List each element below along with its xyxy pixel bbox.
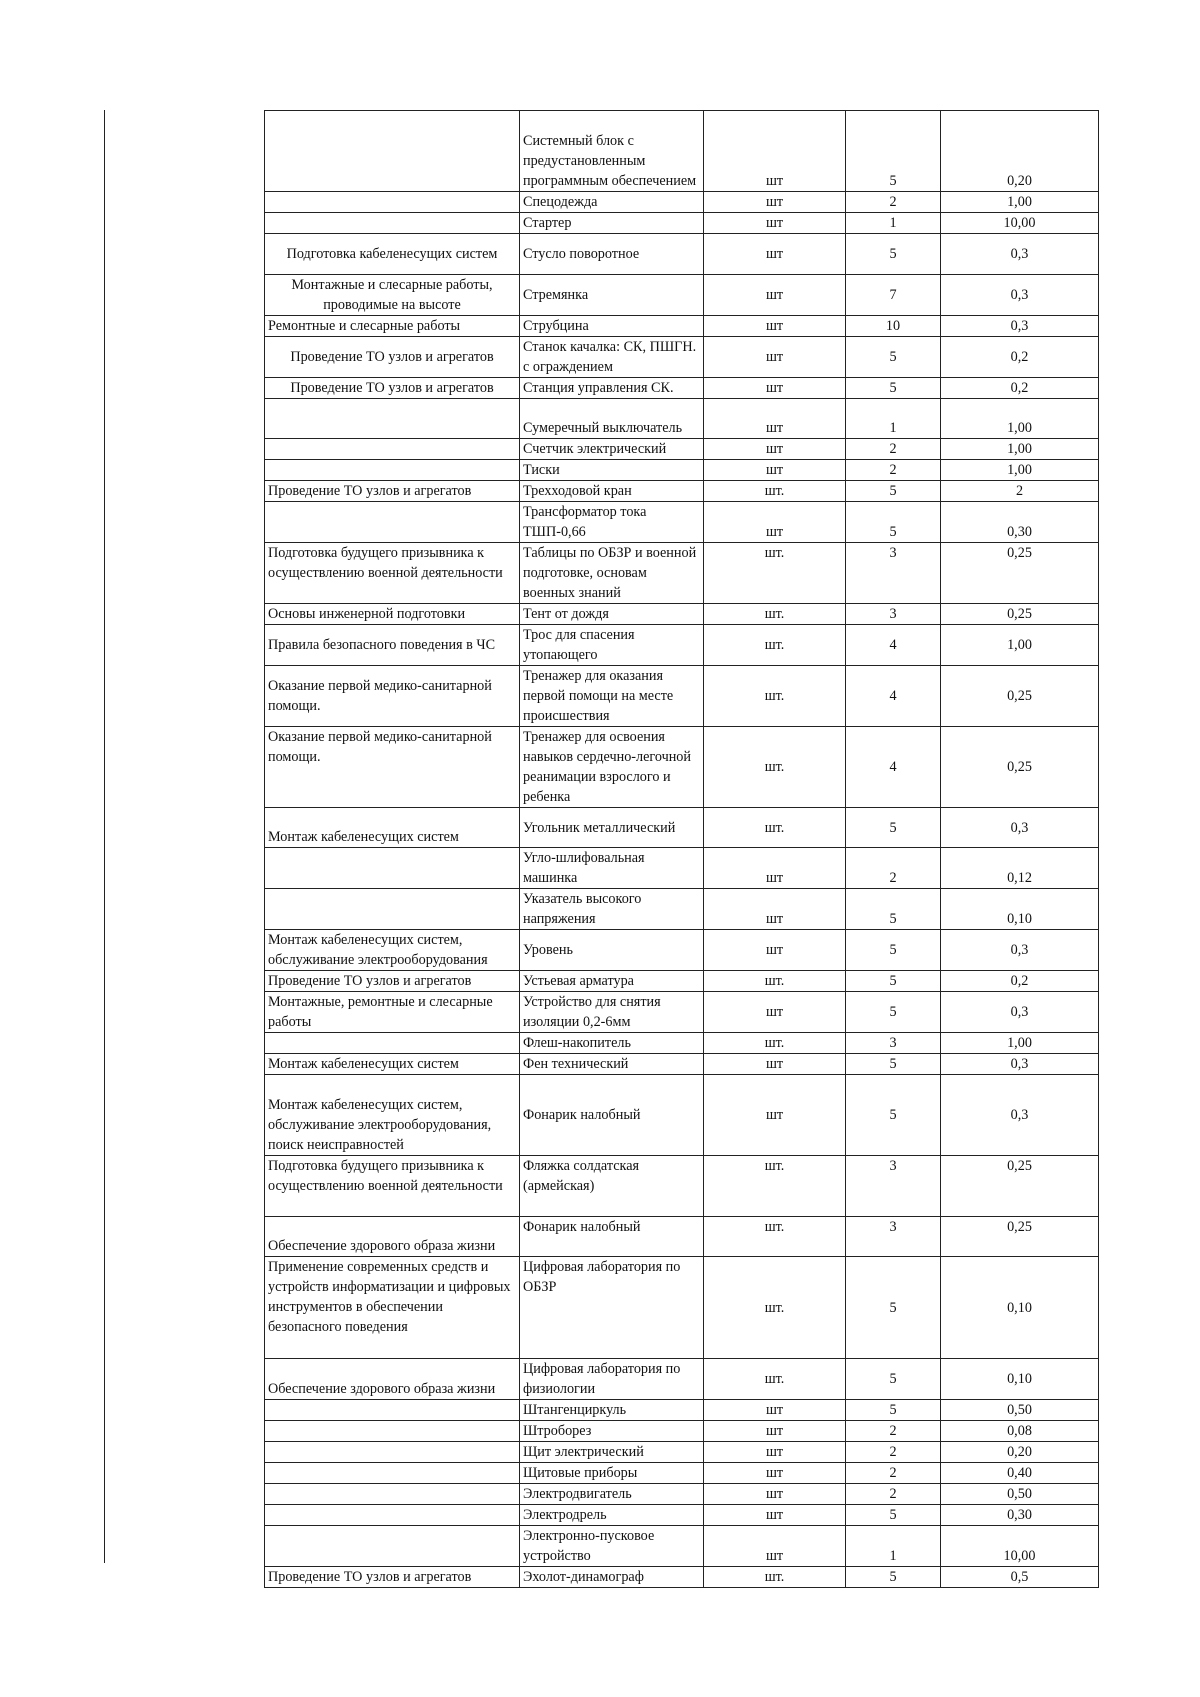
item-cell: Щит электрический (520, 1442, 704, 1463)
item-cell: Цифровая лаборатория по физиологии (520, 1359, 704, 1400)
norm-cell: 1,00 (941, 1033, 1099, 1054)
work-cell: Подготовка будущего призывника к осуществлению военной деятельности (265, 1156, 520, 1217)
qty-cell: 3 (846, 1156, 941, 1217)
work-cell: Оказание первой медико-санитарной помощи. (265, 727, 520, 808)
qty-cell: 5 (846, 889, 941, 930)
unit-cell: шт (704, 378, 846, 399)
unit-cell: шт (704, 848, 846, 889)
work-cell (265, 460, 520, 481)
unit-cell: шт (704, 275, 846, 316)
table-row (265, 992, 1099, 1033)
qty-cell: 2 (846, 1463, 941, 1484)
item-cell: Устройство для снятия изоляции 0,2-6мм (520, 992, 704, 1033)
work-cell (265, 1484, 520, 1505)
norm-cell: 1,00 (941, 625, 1099, 666)
item-cell: Таблицы по ОБЗР и военной подготовке, основам военных знаний (520, 543, 704, 604)
norm-cell: 0,25 (941, 666, 1099, 727)
item-cell: Штангенциркуль (520, 1400, 704, 1421)
qty-cell: 5 (846, 1567, 941, 1588)
table-row (265, 192, 1099, 213)
qty-cell: 3 (846, 1217, 941, 1257)
work-cell (265, 399, 520, 439)
qty-cell: 5 (846, 1054, 941, 1075)
table-row (265, 1421, 1099, 1442)
equipment-table (264, 110, 1099, 1588)
unit-cell: шт. (704, 1033, 846, 1054)
unit-cell: шт. (704, 1359, 846, 1400)
qty-cell: 5 (846, 930, 941, 971)
work-cell (265, 1400, 520, 1421)
unit-cell: шт. (704, 604, 846, 625)
qty-cell: 2 (846, 1484, 941, 1505)
qty-cell: 5 (846, 971, 941, 992)
work-cell (265, 192, 520, 213)
table-row (265, 460, 1099, 481)
table-row (265, 971, 1099, 992)
qty-cell: 7 (846, 275, 941, 316)
item-cell: Фляжка солдатская (армейская) (520, 1156, 704, 1217)
norm-cell: 0,20 (941, 111, 1099, 192)
table-row (265, 378, 1099, 399)
qty-cell: 4 (846, 625, 941, 666)
work-cell: Подготовка будущего призывника к осуществлению военной деятельности (265, 543, 520, 604)
work-cell: Проведение ТО узлов и агрегатов (265, 378, 520, 399)
norm-cell: 0,2 (941, 378, 1099, 399)
qty-cell: 5 (846, 808, 941, 848)
work-cell: Ремонтные и слесарные работы (265, 316, 520, 337)
qty-cell: 5 (846, 1400, 941, 1421)
norm-cell: 2 (941, 481, 1099, 502)
norm-cell: 0,3 (941, 234, 1099, 275)
item-cell: Стартер (520, 213, 704, 234)
unit-cell: шт (704, 234, 846, 275)
item-cell: Сумеречный выключатель (520, 399, 704, 439)
norm-cell: 0,08 (941, 1421, 1099, 1442)
table-row (265, 543, 1099, 604)
item-cell: Электродрель (520, 1505, 704, 1526)
item-cell: Тент от дождя (520, 604, 704, 625)
table-row (265, 727, 1099, 808)
unit-cell: шт. (704, 666, 846, 727)
table-row (265, 1217, 1099, 1257)
table-row (265, 1567, 1099, 1588)
qty-cell: 2 (846, 1442, 941, 1463)
work-cell (265, 502, 520, 543)
unit-cell: шт. (704, 1217, 846, 1257)
unit-cell: шт (704, 930, 846, 971)
table-row (265, 439, 1099, 460)
unit-cell: шт (704, 1484, 846, 1505)
item-cell: Угольник металлический (520, 808, 704, 848)
work-cell: Монтаж кабеленесущих систем, обслуживание электрооборудования (265, 930, 520, 971)
table-row (265, 1526, 1099, 1567)
norm-cell: 0,10 (941, 1257, 1099, 1359)
item-cell: Системный блок с предустановленным программным обеспечением (520, 111, 704, 192)
qty-cell: 2 (846, 1421, 941, 1442)
work-cell (265, 1421, 520, 1442)
norm-cell: 0,2 (941, 971, 1099, 992)
qty-cell: 5 (846, 111, 941, 192)
norm-cell: 0,20 (941, 1442, 1099, 1463)
qty-cell: 5 (846, 1075, 941, 1156)
work-cell: Проведение ТО узлов и агрегатов (265, 1567, 520, 1588)
work-cell: Монтаж кабеленесущих систем (265, 1054, 520, 1075)
qty-cell: 5 (846, 481, 941, 502)
work-cell: Обеспечение здорового образа жизни (265, 1359, 520, 1400)
norm-cell: 10,00 (941, 1526, 1099, 1567)
item-cell: Фен технический (520, 1054, 704, 1075)
unit-cell: шт. (704, 625, 846, 666)
norm-cell: 10,00 (941, 213, 1099, 234)
unit-cell: шт (704, 192, 846, 213)
work-cell (265, 111, 520, 192)
qty-cell: 1 (846, 213, 941, 234)
work-cell: Монтажные, ремонтные и слесарные работы (265, 992, 520, 1033)
item-cell: Фонарик налобный (520, 1075, 704, 1156)
unit-cell: шт (704, 1526, 846, 1567)
norm-cell: 0,25 (941, 604, 1099, 625)
norm-cell: 1,00 (941, 460, 1099, 481)
work-cell: Монтажные и слесарные работы, проводимые на высоте (265, 275, 520, 316)
table-row (265, 808, 1099, 848)
work-cell: Проведение ТО узлов и агрегатов (265, 481, 520, 502)
unit-cell: шт (704, 111, 846, 192)
table-row (265, 666, 1099, 727)
qty-cell: 1 (846, 399, 941, 439)
qty-cell: 2 (846, 848, 941, 889)
unit-cell: шт (704, 213, 846, 234)
norm-cell: 1,00 (941, 399, 1099, 439)
work-cell: Обеспечение здорового образа жизни (265, 1217, 520, 1257)
unit-cell: шт. (704, 1156, 846, 1217)
qty-cell: 2 (846, 460, 941, 481)
norm-cell: 0,30 (941, 1505, 1099, 1526)
unit-cell: шт. (704, 543, 846, 604)
item-cell: Фонарик налобный (520, 1217, 704, 1257)
unit-cell: шт (704, 1505, 846, 1526)
norm-cell: 0,25 (941, 1156, 1099, 1217)
norm-cell: 0,3 (941, 316, 1099, 337)
unit-cell: шт (704, 992, 846, 1033)
item-cell: Штроборез (520, 1421, 704, 1442)
table-row (265, 1359, 1099, 1400)
norm-cell: 0,50 (941, 1484, 1099, 1505)
norm-cell: 0,30 (941, 502, 1099, 543)
item-cell: Стусло поворотное (520, 234, 704, 275)
work-cell (265, 1033, 520, 1054)
norm-cell: 0,2 (941, 337, 1099, 378)
item-cell: Трансформатор тока ТШП-0,66 (520, 502, 704, 543)
norm-cell: 0,3 (941, 808, 1099, 848)
table-row (265, 234, 1099, 275)
table-row (265, 1054, 1099, 1075)
norm-cell: 0,25 (941, 1217, 1099, 1257)
unit-cell: шт (704, 439, 846, 460)
norm-cell: 1,00 (941, 439, 1099, 460)
qty-cell: 4 (846, 666, 941, 727)
work-cell (265, 1463, 520, 1484)
work-cell (265, 1505, 520, 1526)
table-row (265, 1400, 1099, 1421)
unit-cell: шт (704, 1463, 846, 1484)
norm-cell: 0,10 (941, 1359, 1099, 1400)
qty-cell: 3 (846, 1033, 941, 1054)
item-cell: Электронно-пусковое устройство (520, 1526, 704, 1567)
norm-cell: 0,3 (941, 1075, 1099, 1156)
norm-cell: 0,3 (941, 992, 1099, 1033)
unit-cell: шт (704, 337, 846, 378)
work-cell (265, 1442, 520, 1463)
unit-cell: шт (704, 502, 846, 543)
norm-cell: 0,10 (941, 889, 1099, 930)
table-row (265, 502, 1099, 543)
work-cell (265, 439, 520, 460)
unit-cell: шт. (704, 727, 846, 808)
norm-cell: 0,3 (941, 1054, 1099, 1075)
qty-cell: 5 (846, 502, 941, 543)
norm-cell: 0,25 (941, 543, 1099, 604)
table-row (265, 1505, 1099, 1526)
qty-cell: 5 (846, 234, 941, 275)
norm-cell: 0,5 (941, 1567, 1099, 1588)
item-cell: Станция управления СК. (520, 378, 704, 399)
work-cell (265, 213, 520, 234)
unit-cell: шт. (704, 481, 846, 502)
left-margin-line (104, 110, 105, 1563)
unit-cell: шт (704, 316, 846, 337)
item-cell: Устьевая арматура (520, 971, 704, 992)
norm-cell: 0,3 (941, 275, 1099, 316)
table-row (265, 316, 1099, 337)
work-cell: Подготовка кабеленесущих систем (265, 234, 520, 275)
work-cell: Монтаж кабеленесущих систем (265, 808, 520, 848)
unit-cell: шт (704, 1400, 846, 1421)
item-cell: Щитовые приборы (520, 1463, 704, 1484)
item-cell: Флеш-накопитель (520, 1033, 704, 1054)
norm-cell: 0,25 (941, 727, 1099, 808)
item-cell: Трехходовой кран (520, 481, 704, 502)
work-cell: Проведение ТО узлов и агрегатов (265, 337, 520, 378)
work-cell: Применение современных средств и устройств информатизации и цифровых инструментов в обеспечении безопасного поведения (265, 1257, 520, 1359)
table-row (265, 889, 1099, 930)
item-cell: Струбцина (520, 316, 704, 337)
qty-cell: 5 (846, 1505, 941, 1526)
table-row (265, 1033, 1099, 1054)
table-row (265, 1257, 1099, 1359)
item-cell: Стремянка (520, 275, 704, 316)
unit-cell: шт. (704, 1257, 846, 1359)
item-cell: Станок качалка: СК, ПШГН. с ограждением (520, 337, 704, 378)
work-cell: Основы инженерной подготовки (265, 604, 520, 625)
work-cell: Проведение ТО узлов и агрегатов (265, 971, 520, 992)
equipment-table-body (265, 111, 1099, 1588)
work-cell: Монтаж кабеленесущих систем, обслуживание электрооборудования, поиск неисправностей (265, 1075, 520, 1156)
table-row (265, 848, 1099, 889)
table-row (265, 213, 1099, 234)
qty-cell: 10 (846, 316, 941, 337)
qty-cell: 3 (846, 543, 941, 604)
item-cell: Указатель высокого напряжения (520, 889, 704, 930)
unit-cell: шт (704, 399, 846, 439)
table-row (265, 1156, 1099, 1217)
norm-cell: 1,00 (941, 192, 1099, 213)
table-row (265, 1442, 1099, 1463)
work-cell: Оказание первой медико-санитарной помощи. (265, 666, 520, 727)
unit-cell: шт (704, 1421, 846, 1442)
unit-cell: шт (704, 889, 846, 930)
unit-cell: шт (704, 1442, 846, 1463)
unit-cell: шт (704, 1054, 846, 1075)
table-row (265, 930, 1099, 971)
work-cell (265, 1526, 520, 1567)
qty-cell: 5 (846, 1257, 941, 1359)
item-cell: Эхолот-динамограф (520, 1567, 704, 1588)
unit-cell: шт (704, 1075, 846, 1156)
qty-cell: 5 (846, 378, 941, 399)
item-cell: Тренажер для освоения навыков сердечно-легочной реанимации взрослого и ребенка (520, 727, 704, 808)
table-row (265, 625, 1099, 666)
item-cell: Спецодежда (520, 192, 704, 213)
unit-cell: шт. (704, 808, 846, 848)
table-row (265, 604, 1099, 625)
unit-cell: шт. (704, 971, 846, 992)
table-row (265, 275, 1099, 316)
qty-cell: 5 (846, 337, 941, 378)
qty-cell: 1 (846, 1526, 941, 1567)
qty-cell: 4 (846, 727, 941, 808)
norm-cell: 0,40 (941, 1463, 1099, 1484)
qty-cell: 5 (846, 992, 941, 1033)
item-cell: Трос для спасения утопающего (520, 625, 704, 666)
table-row (265, 1075, 1099, 1156)
table-row (265, 337, 1099, 378)
table-row (265, 1463, 1099, 1484)
item-cell: Счетчик электрический (520, 439, 704, 460)
qty-cell: 3 (846, 604, 941, 625)
table-row (265, 399, 1099, 439)
item-cell: Тиски (520, 460, 704, 481)
norm-cell: 0,3 (941, 930, 1099, 971)
qty-cell: 2 (846, 439, 941, 460)
qty-cell: 2 (846, 192, 941, 213)
unit-cell: шт (704, 460, 846, 481)
item-cell: Цифровая лаборатория по ОБЗР (520, 1257, 704, 1359)
norm-cell: 0,50 (941, 1400, 1099, 1421)
work-cell (265, 889, 520, 930)
work-cell (265, 848, 520, 889)
work-cell: Правила безопасного поведения в ЧС (265, 625, 520, 666)
item-cell: Угло-шлифовальная машинка (520, 848, 704, 889)
item-cell: Тренажер для оказания первой помощи на месте происшествия (520, 666, 704, 727)
unit-cell: шт. (704, 1567, 846, 1588)
table-row (265, 1484, 1099, 1505)
table-row (265, 481, 1099, 502)
table-row (265, 111, 1099, 192)
item-cell: Уровень (520, 930, 704, 971)
qty-cell: 5 (846, 1359, 941, 1400)
item-cell: Электродвигатель (520, 1484, 704, 1505)
norm-cell: 0,12 (941, 848, 1099, 889)
